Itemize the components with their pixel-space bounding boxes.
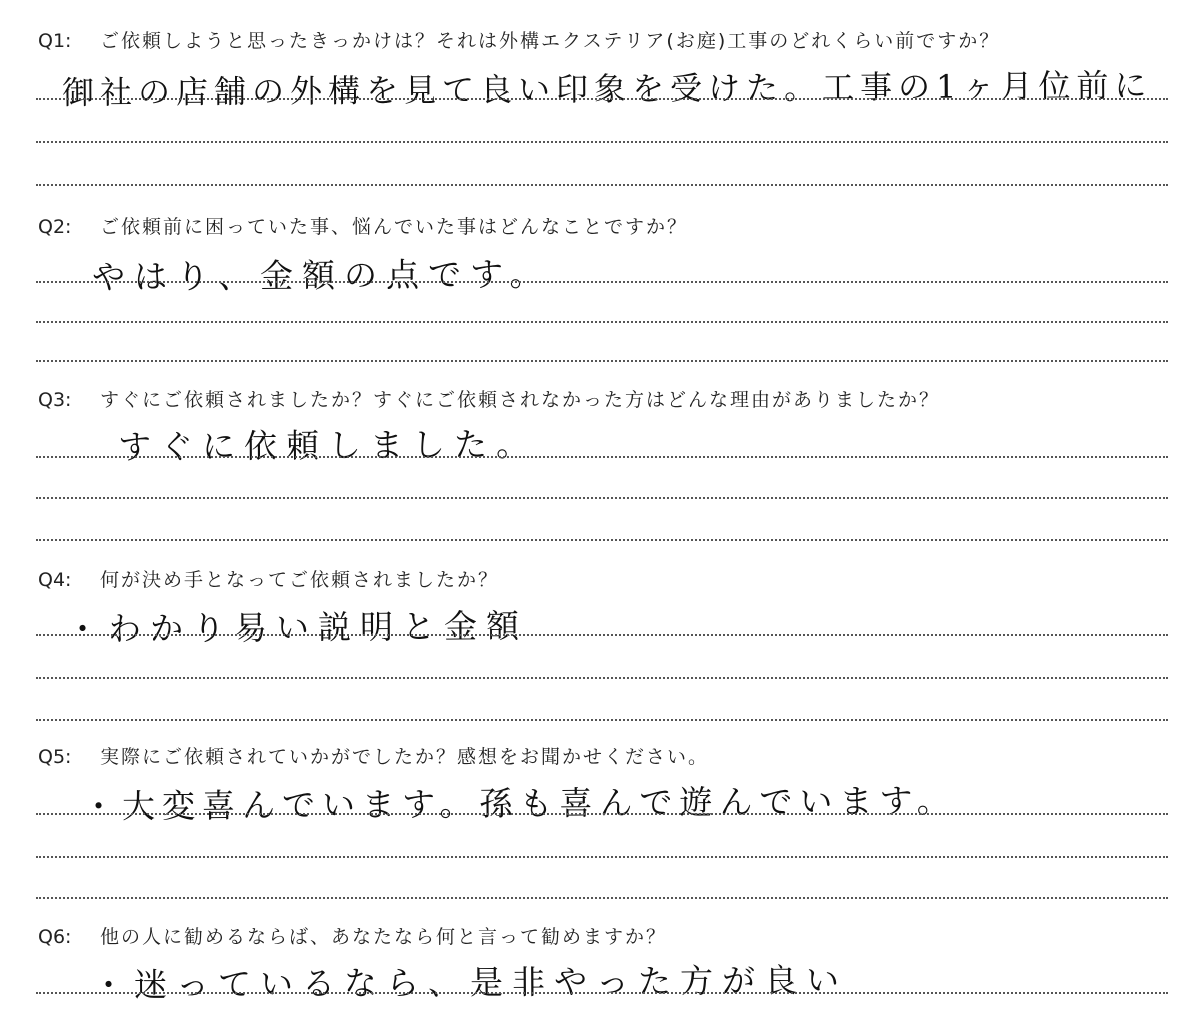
answer-line (36, 634, 1168, 636)
question-text: すぐにご依頼されましたか？すぐにご依頼されなかった方はどんな理由がありましたか？ (100, 389, 941, 411)
question-text: 実際にご依頼されていかがでしたか？感想をお聞かせください。 (100, 746, 710, 768)
answer-line (36, 992, 1168, 994)
question-text: 他の人に勧めるならば、あなたなら何と言って勧めますか？ (100, 926, 668, 948)
question-number: Q4: (38, 569, 72, 591)
answer-6: ・迷っているなら、是非やった方が良い (91, 960, 849, 1005)
answer-line (36, 141, 1168, 143)
question-3 (38, 385, 940, 412)
answer-line (36, 856, 1168, 858)
question-6 (38, 922, 667, 949)
answer-2: やはり、金額の点です。 (91, 254, 552, 297)
answer-3: すぐに依頼しました。 (117, 424, 539, 467)
question-text: ご依頼しようと思ったきっかけは？それは外構エクステリア(お庭)工事のどれくらい前ですか？ (100, 30, 1001, 52)
question-4 (38, 565, 499, 592)
answer-line (36, 456, 1168, 458)
answer-1: 御社の店舗の外構を見て良い印象を受けた。工事の1ヶ月位前に (61, 66, 1153, 112)
question-number: Q2: (38, 216, 72, 238)
question-number: Q6: (38, 926, 72, 948)
question-5 (38, 742, 709, 769)
answer-line (36, 719, 1168, 721)
answer-line (36, 897, 1168, 899)
question-number: Q1: (38, 30, 72, 52)
question-number: Q5: (38, 746, 72, 768)
answer-line (36, 98, 1168, 100)
question-1 (38, 26, 1000, 53)
answer-line (36, 539, 1168, 541)
question-number: Q3: (38, 389, 72, 411)
answer-line (36, 677, 1168, 679)
answer-4: ・わかり易い説明と金額 (65, 606, 529, 649)
answer-line (36, 281, 1168, 283)
answer-5: ・大変喜んでいます。孫も喜んで遊んでいます。 (81, 780, 957, 827)
question-text: 何が決め手となってご依頼されましたか？ (100, 569, 500, 591)
question-2 (38, 212, 688, 239)
answer-line (36, 184, 1168, 186)
answer-line (36, 321, 1168, 323)
answer-line (36, 497, 1168, 499)
answer-line (36, 360, 1168, 362)
question-text: ご依頼前に困っていた事、悩んでいた事はどんなことですか？ (100, 216, 689, 238)
answer-line (36, 813, 1168, 815)
